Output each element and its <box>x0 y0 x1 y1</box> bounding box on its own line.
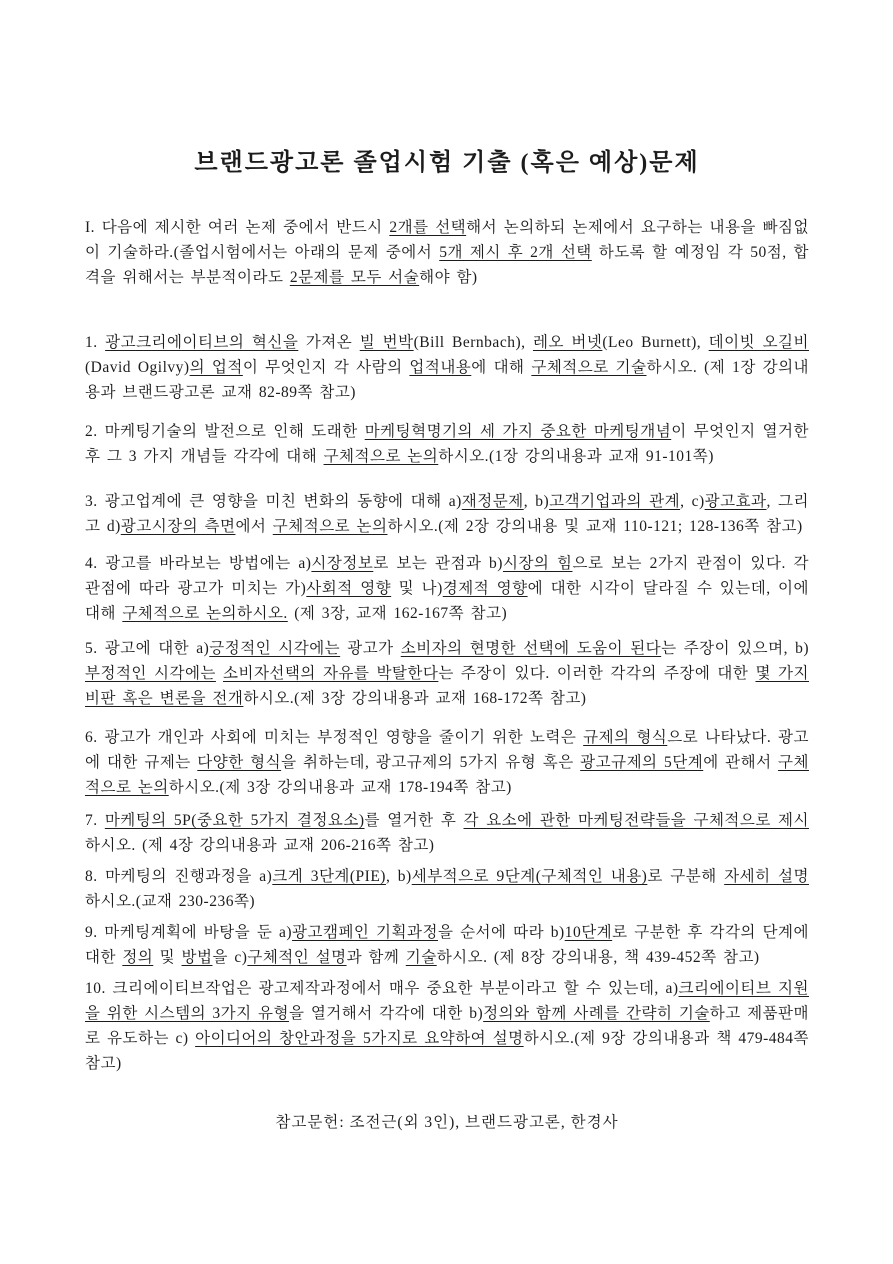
intro-paragraph: I. 다음에 제시한 여러 논제 중에서 반드시 2개를 선택해서 논의하되 논제에서 요구하는 내용을 빠짐없이 기술하라.(졸업시험에서는 아래의 문제 중에서 5개 제시 후 2개 선택 하도록 할 예정임 각 50점, 합격을 위해서는 부분적이라도 2문제를 모두 서술해야 함) <box>85 219 810 286</box>
question-1: 1. 광고크리에이티브의 혁신을 가져온 빌 번박(Bill Bernbach), 레오 버넷(Leo Burnett), 데이빗 오길비(David Ogilvy)의 업적이 무엇인지 각 사람의 업적내용에 대해 구체적으로 기술하시오. (제 1장 강의내용과 브랜드광고론 교재 82-89쪽 참고) <box>85 334 810 401</box>
page-title: 브랜드광고론 졸업시험 기출 (혹은 예상)문제 <box>194 150 700 176</box>
question-4: 4. 광고를 바라보는 방법에는 a)시장정보로 보는 관점과 b)시장의 힘으로 보는 2가지 관점이 있다. 각 관점에 따라 광고가 미치는 가)사회적 영향 및 나)경제적 영향에 대한 시각이 달라질 수 있는데, 이에 대해 구체적으로 논의하시오. (제 3장, 교재 162-167쪽 참고) <box>85 555 810 622</box>
question-2: 2. 마케팅기술의 발전으로 인해 도래한 마케팅혁명기의 세 가지 중요한 마케팅개념이 무엇인지 열거한 후 그 3 가지 개념들 각각에 대해 구체적으로 논의하시오.(1장 강의내용과 교재 91-101쪽) <box>85 423 809 465</box>
question-7: 7. 마케팅의 5P(중요한 5가지 결정요소)를 열거한 후 각 요소에 관한 마케팅전략들을 구체적으로 제시하시오. (제 4장 강의내용과 교재 206-216쪽 참고) <box>85 812 809 854</box>
reference-line: 참고문헌: 조전근(외 3인), 브랜드광고론, 한경사 <box>275 1114 619 1131</box>
question-3: 3. 광고업계에 큰 영향을 미친 변화의 동향에 대해 a)재정문제, b)고객기업과의 관계, c)광고효과, 그리고 d)광고시장의 측면에서 구체적으로 논의하시오.(제 2장 강의내용 및 교재 110-121; 128-136쪽 참고) <box>85 493 809 535</box>
question-6: 6. 광고가 개인과 사회에 미치는 부정적인 영향을 줄이기 위한 노력은 규제의 형식으로 나타났다. 광고에 대한 규제는 다양한 형식을 취하는데, 광고규제의 5가지 유형 혹은 광고규제의 5단계에 관해서 구체적으로 논의하시오.(제 3장 강의내용과 교재 178-194쪽 참고) <box>85 729 809 796</box>
question-5: 5. 광고에 대한 a)긍정적인 시각에는 광고가 소비자의 현명한 선택에 도움이 된다는 주장이 있으며, b)부정적인 시각에는 소비자선택의 자유를 박탈한다는 주장이 있다. 이러한 각각의 주장에 대한 몇 가지 비판 혹은 변론을 전개하시오.(제 3장 강의내용과 교재 168-172쪽 참고) <box>85 640 810 707</box>
question-8: 8. 마케팅의 진행과정을 a)크게 3단계(PIE), b)세부적으로 9단계(구체적인 내용)로 구분해 자세히 설명하시오.(교재 230-236쪽) <box>85 868 809 910</box>
question-9: 9. 마케팅계획에 바탕을 둔 a)광고캠페인 기획과정을 순서에 따라 b)10단계로 구분한 후 각각의 단계에 대한 정의 및 방법을 c)구체적인 설명과 함께 기술하시오. (제 8장 강의내용, 책 439-452쪽 참고) <box>85 924 809 966</box>
question-10: 10. 크리에이티브작업은 광고제작과정에서 매우 중요한 부분이라고 할 수 있는데, a)크리에이티브 지원을 위한 시스템의 3가지 유형을 열거해서 각각에 대한 b)정의와 함께 사례를 간략히 기술하고 제품판매로 유도하는 c) 아이디어의 창안과정을 5가지로 요약하여 설명하시오.(제 9장 강의내용과 책 479-484쪽 참고) <box>85 980 809 1072</box>
